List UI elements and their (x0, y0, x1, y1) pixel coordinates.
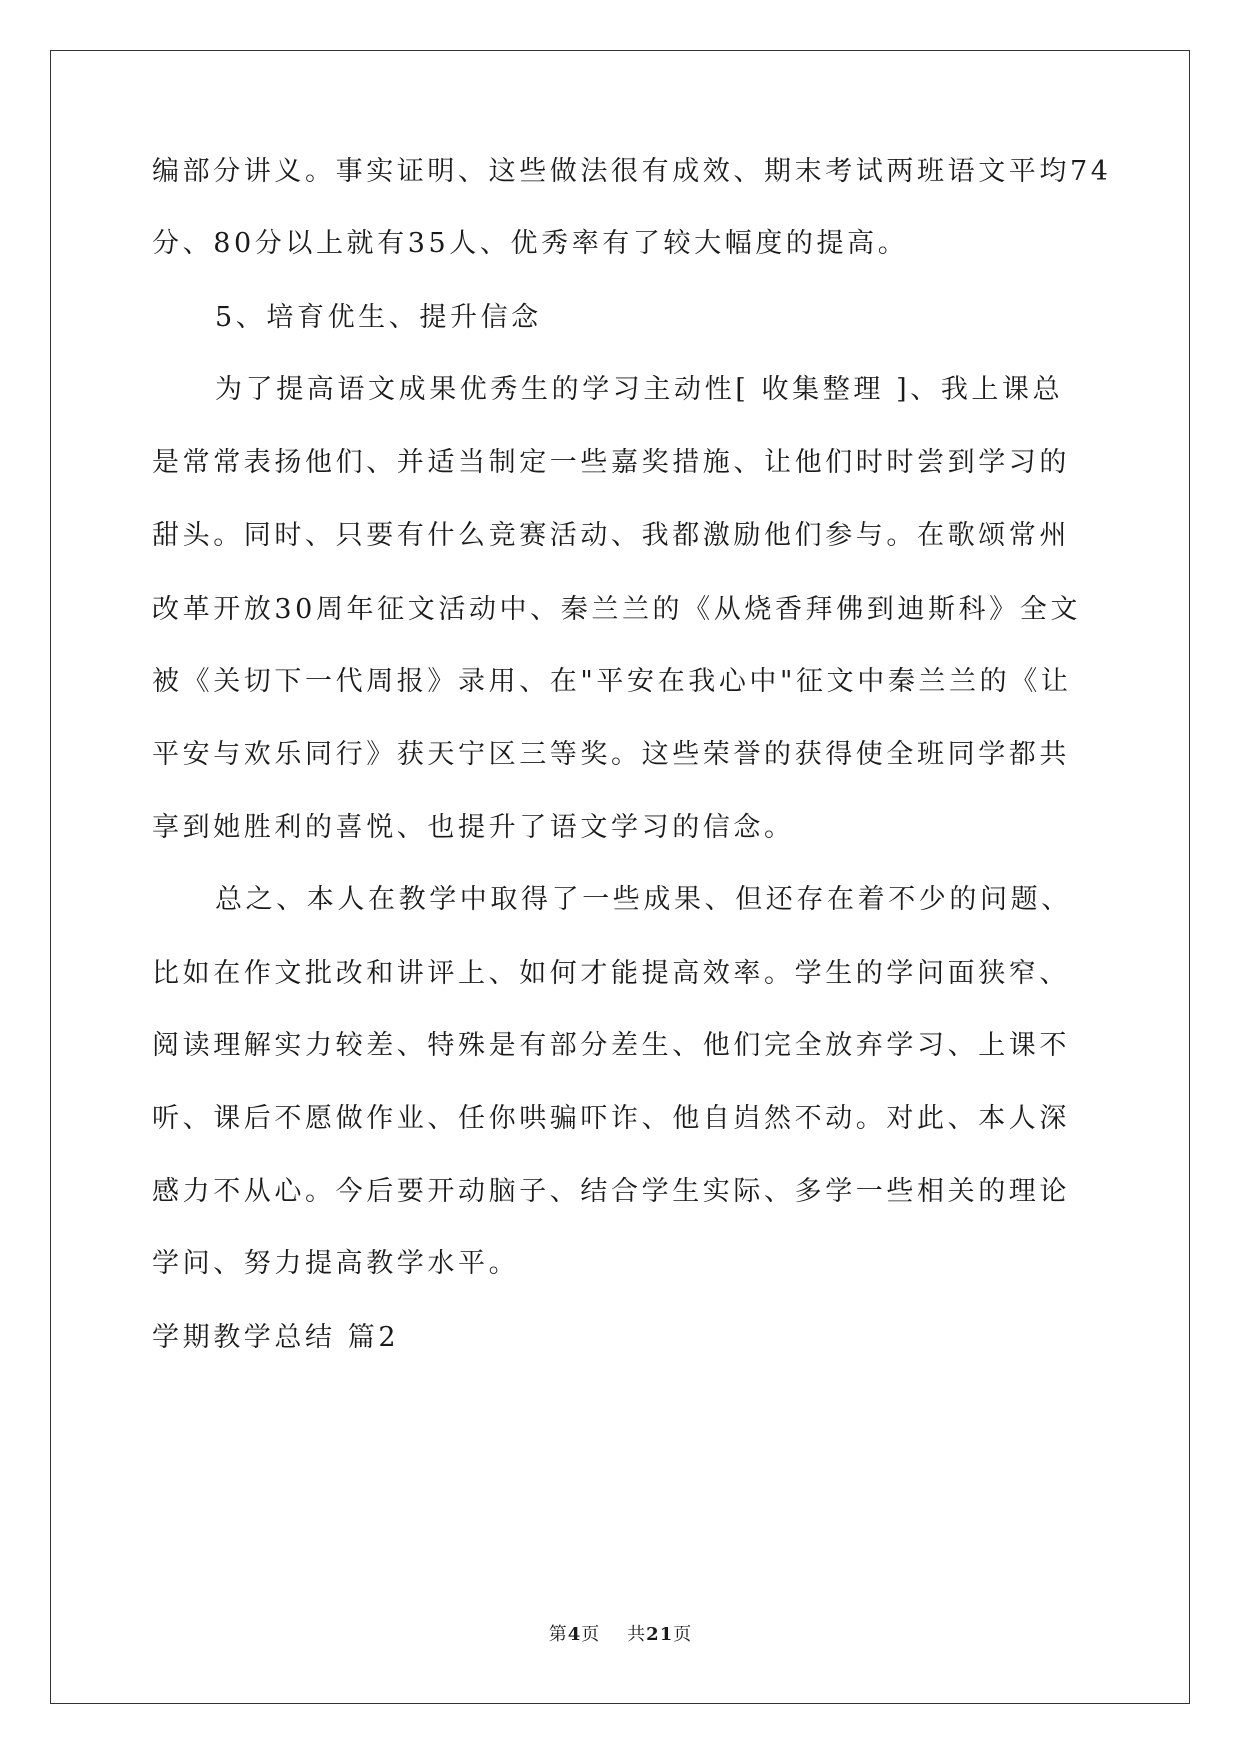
text-line: 比如在作文批改和讲评上、如何才能提高效率。学生的学问面狭窄、 (152, 958, 1070, 989)
text-line: 享到她胜利的喜悦、也提升了语文学习的信念。 (152, 812, 795, 843)
text-line: 平安与欢乐同行》获天宁区三等奖。这些荣誉的获得使全班同学都共 (152, 739, 1070, 770)
text-line: 感力不从心。今后要开动脑子、结合学生实际、多学一些相关的理论 (152, 1176, 1070, 1207)
section-heading: 5、培育优生、提升信念 (215, 302, 542, 333)
text-line: 编部分讲义。事实证明、这些做法很有成效、期末考试两班语文平均74 (152, 156, 1112, 187)
text-line: 为了提高语文成果优秀生的学习主动性[ 收集整理 ]、我上课总 (215, 374, 1064, 405)
text-line: 是常常表扬他们、并适当制定一些嘉奖措施、让他们时时尝到学习的 (152, 447, 1070, 478)
text-line: 分、80分以上就有35人、优秀率有了较大幅度的提高。 (152, 228, 909, 259)
footer-suffix: 页 (673, 1624, 693, 1645)
text-line: 听、课后不愿做作业、任你哄骗吓诈、他自岿然不动。对此、本人深 (152, 1103, 1070, 1134)
footer-mid: 页 共 (581, 1624, 647, 1645)
text-line: 阅读理解实力较差、特殊是有部分差生、他们完全放弃学习、上课不 (152, 1030, 1070, 1061)
text-line: 被《关切下一代周报》录用、在"平安在我心中"征文中秦兰兰的《让 (152, 666, 1072, 697)
text-line: 改革开放30周年征文活动中、秦兰兰的《从烧香拜佛到迪斯科》全文 (152, 594, 1081, 625)
footer-total-pages: 21 (646, 1624, 674, 1645)
text-line: 学问、努力提高教学水平。 (152, 1248, 520, 1279)
footer-prefix: 第 (548, 1624, 568, 1645)
text-line: 总之、本人在教学中取得了一些成果、但还存在着不少的问题、 (215, 884, 1072, 915)
text-line: 甜头。同时、只要有什么竞赛活动、我都激励他们参与。在歌颂常州 (152, 520, 1070, 551)
section-title: 学期教学总结 篇2 (152, 1322, 400, 1353)
page-footer (0, 1620, 1241, 1646)
footer-current-page: 4 (567, 1624, 582, 1645)
